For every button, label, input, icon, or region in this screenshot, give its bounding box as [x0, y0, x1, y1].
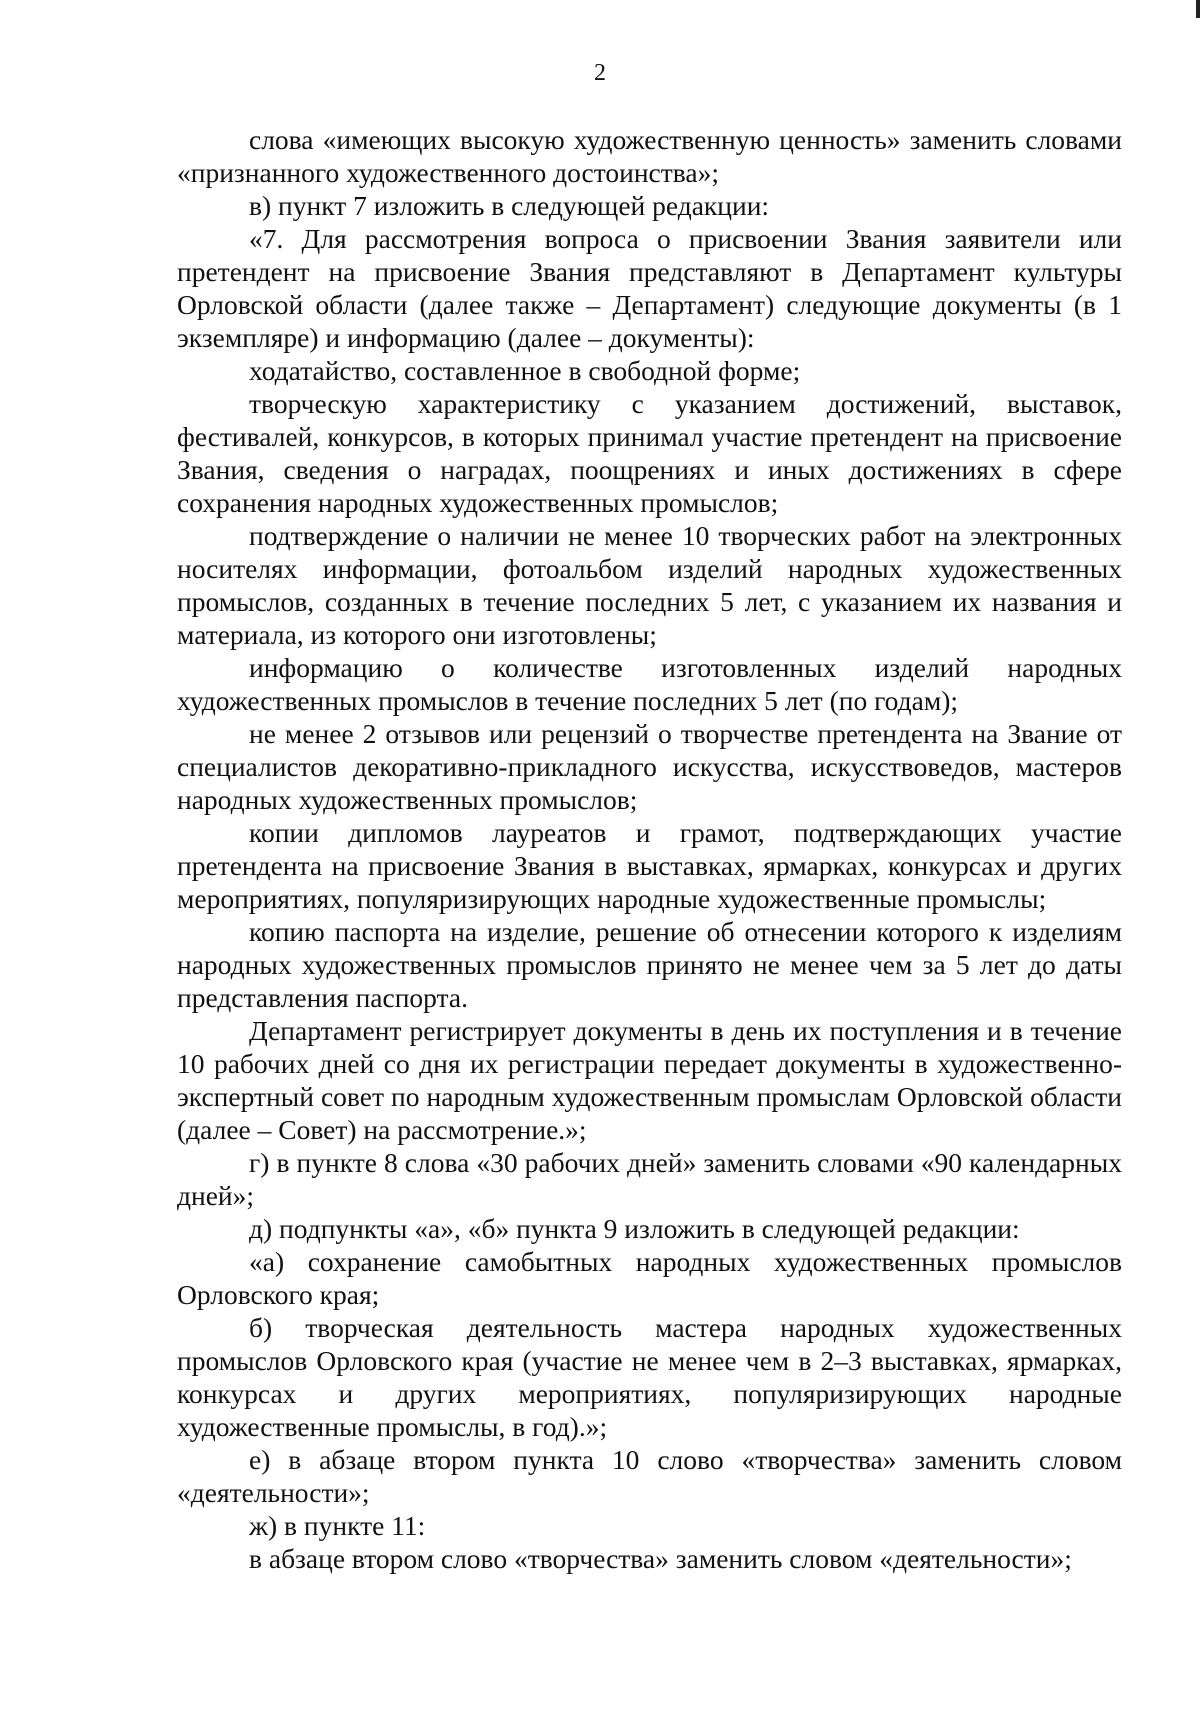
paragraph: ходатайство, составленное в свободной форме; [249, 355, 801, 386]
paragraph: е) в абзаце втором пункта 10 слово «творчества» заменить словом «деятельности»; [177, 1444, 1122, 1508]
paragraph: информацию о количестве изготовленных изделий народных художественных промыслов в течение последних 5 лет (по годам); [177, 652, 1122, 716]
paragraph: б) творческая деятельность мастера народных художественных промыслов Орловского края (участие не менее чем в 2–3 выставках, ярмарках, конкурсах и других мероприятиях, популяризирующих народные художественные промыслы, в год).»; [177, 1312, 1122, 1442]
paragraph: г) в пункте 8 слова «30 рабочих дней» заменить словами «90 календарных дней»; [177, 1147, 1122, 1211]
paragraph: «7. Для рассмотрения вопроса о присвоении Звания заявители или претендент на присвоение Звания представляют в Департамент культуры Орловской области (далее также – Департамент) следующие документы (в 1 экземпляре) и информацию (далее – документы): [177, 223, 1122, 353]
document-body [177, 123, 1122, 1575]
paragraph: копию паспорта на изделие, решение об отнесении которого к изделиям народных художественных промыслов принято не менее чем за 5 лет до даты представления паспорта. [177, 916, 1122, 1013]
scan-edge-mark [1196, 0, 1200, 18]
paragraph: не менее 2 отзывов или рецензий о творчестве претендента на Звание от специалистов декоративно-прикладного искусства, искусствоведов, мастеров народных художественных промыслов; [177, 718, 1122, 815]
page-number: 2 [594, 60, 606, 86]
paragraph: Департамент регистрирует документы в день их поступления и в течение 10 рабочих дней со дня их регистрации передает документы в художественно-экспертный совет по народным художественным промыслам Орловской области (далее – Совет) на рассмотрение.»; [177, 1015, 1122, 1145]
paragraph: слова «имеющих высокую художественную ценность» заменить словами «признанного художественного достоинства»; [177, 124, 1122, 188]
paragraph: ж) в пункте 11: [249, 1510, 426, 1541]
paragraph: в абзаце втором слово «творчества» заменить словом «деятельности»; [249, 1543, 1072, 1574]
paragraph: «а) сохранение самобытных народных художественных промыслов Орловского края; [177, 1246, 1122, 1310]
paragraph: подтверждение о наличии не менее 10 творческих работ на электронных носителях информации, фотоальбом изделий народных художественных промыслов, созданных в течение последних 5 лет, с указанием их названия и материала, из которого они изготовлены; [177, 520, 1122, 650]
paragraph: д) подпункты «а», «б» пункта 9 изложить в следующей редакции: [249, 1213, 1020, 1244]
paragraph: творческую характеристику с указанием достижений, выставок, фестивалей, конкурсов, в которых принимал участие претендент на присвоение Звания, сведения о наградах, поощрениях и иных достижениях в сфере сохранения народных художественных промыслов; [177, 388, 1122, 518]
paragraph: копии дипломов лауреатов и грамот, подтверждающих участие претендента на присвоение Звания в выставках, ярмарках, конкурсах и других мероприятиях, популяризирующих народные художественные промыслы; [177, 817, 1122, 914]
paragraph: в) пункт 7 изложить в следующей редакции: [249, 190, 770, 221]
